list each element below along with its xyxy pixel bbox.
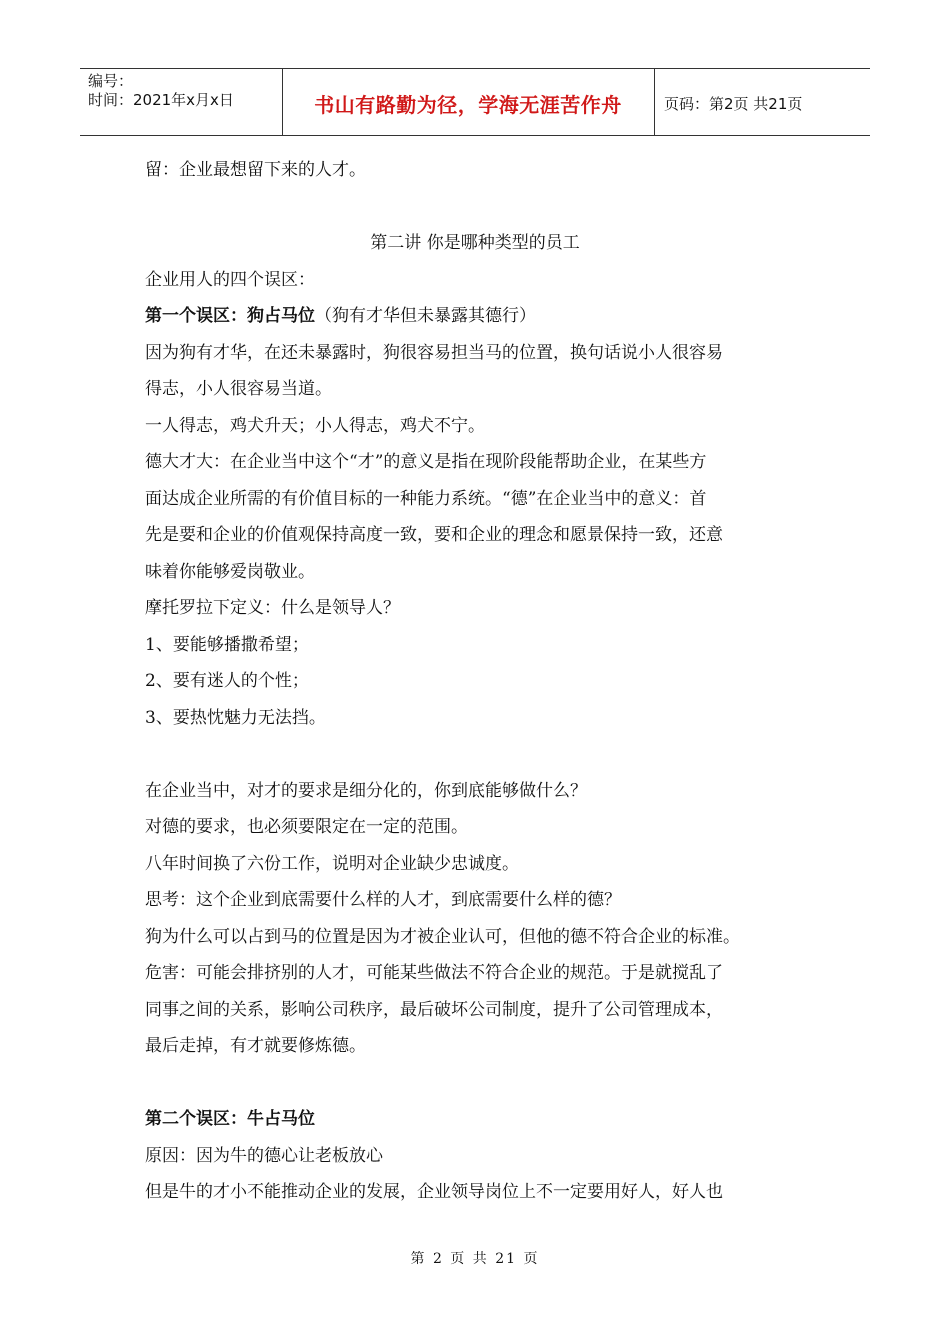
blank-line [145, 736, 825, 773]
line-text: 味着你能够爱岗敬业。 [145, 561, 315, 582]
line-text: 思考：这个企业到底需要什么样的人才，到底需要什么样的德？ [145, 890, 621, 910]
text-line [145, 773, 825, 810]
line-text: 德大才大：在企业当中这个“才”的意义是指在现阶段能帮助企业，在某些方 [145, 452, 707, 472]
line-text: 狗为什么可以占到马的位置是因为才被企业认可，但他的德不符合企业的标准。 [145, 926, 740, 947]
text-line [145, 992, 825, 1029]
line-text: 面达成企业所需的有价值目标的一种能力系统。“德”在企业当中的意义：首 [145, 488, 707, 509]
text-line [145, 700, 825, 737]
line-text: 原因：因为牛的德心让老板放心 [145, 1145, 383, 1166]
line-text: 企业用人的四个误区： [145, 269, 315, 290]
text-line [145, 298, 825, 335]
text-line [145, 846, 825, 883]
header-number-label: 编号： [88, 72, 134, 90]
text-line [145, 444, 825, 481]
text-line [145, 262, 825, 299]
line-text: 对德的要求，也必须要限定在一定的范围。 [145, 817, 468, 837]
bold-heading: 第二个误区：牛占马位 [145, 1109, 315, 1129]
text-line [145, 371, 825, 408]
line-text: 先是要和企业的价值观保持高度一致，要和企业的理念和愿景保持一致，还意 [145, 525, 723, 545]
line-text: 3、要热忱魅力无法挡。 [145, 707, 326, 728]
blank-line [145, 1065, 825, 1102]
header-meta [88, 72, 234, 110]
line-text: 一人得志，鸡犬升天；小人得志，鸡犬不宁。 [145, 415, 485, 436]
text-line [145, 919, 825, 956]
header-page-info: 页码：第2页 共21页 [664, 94, 803, 113]
header-date-label: 时间：2021年x月x日 [88, 91, 234, 109]
line-text: 留：企业最想留下来的人才。 [145, 160, 366, 180]
text-line [145, 517, 825, 554]
text-line [145, 809, 825, 846]
line-text: 2、要有迷人的个性； [145, 671, 309, 691]
text-line [145, 955, 825, 992]
line-text: 因为狗有才华，在还未暴露时，狗很容易担当马的位置，换句话说小人很容易 [145, 342, 723, 363]
text-line [145, 590, 825, 627]
section-heading [145, 225, 805, 262]
text-line [145, 554, 825, 591]
line-text: 1、要能够播撒希望； [145, 634, 309, 655]
text-line [145, 335, 825, 372]
text-line [145, 627, 825, 664]
text-line [145, 1138, 825, 1175]
text-line [145, 1101, 825, 1138]
page-footer: 第 2 页 共 21 页 [410, 1251, 540, 1267]
line-text: 得志，小人很容易当道。 [145, 379, 332, 399]
line-text: 危害：可能会排挤别的人才，可能某些做法不符合企业的规范。于是就搅乱了 [145, 963, 723, 983]
line-text: 第二讲 你是哪种类型的员工 [370, 233, 580, 253]
bold-heading: 第一个误区：狗占马位 [145, 306, 315, 326]
text-line [145, 1174, 825, 1211]
blank-line [145, 189, 825, 226]
text-line [145, 882, 825, 919]
header-divider [654, 69, 655, 135]
line-text: 摩托罗拉下定义：什么是领导人？ [145, 598, 400, 618]
text-line [145, 663, 825, 700]
header-motto: 书山有路勤为径，学海无涯苦作舟 [314, 92, 622, 117]
text-line [145, 481, 825, 518]
line-text: 同事之间的关系，影响公司秩序，最后破坏公司制度，提升了公司管理成本， [145, 999, 723, 1020]
document-body [145, 152, 825, 1211]
line-text: （狗有才华但未暴露其德行） [315, 306, 536, 326]
page-header [80, 68, 870, 136]
line-text: 但是牛的才小不能推动企业的发展，企业领导岗位上不一定要用好人，好人也 [145, 1182, 723, 1202]
line-text: 在企业当中，对才的要求是细分化的，你到底能够做什么？ [145, 780, 587, 801]
text-line [145, 152, 825, 189]
text-line [145, 408, 825, 445]
line-text: 八年时间换了六份工作，说明对企业缺少忠诚度。 [145, 853, 519, 874]
line-text: 最后走掉，有才就要修炼德。 [145, 1036, 366, 1056]
text-line [145, 1028, 825, 1065]
